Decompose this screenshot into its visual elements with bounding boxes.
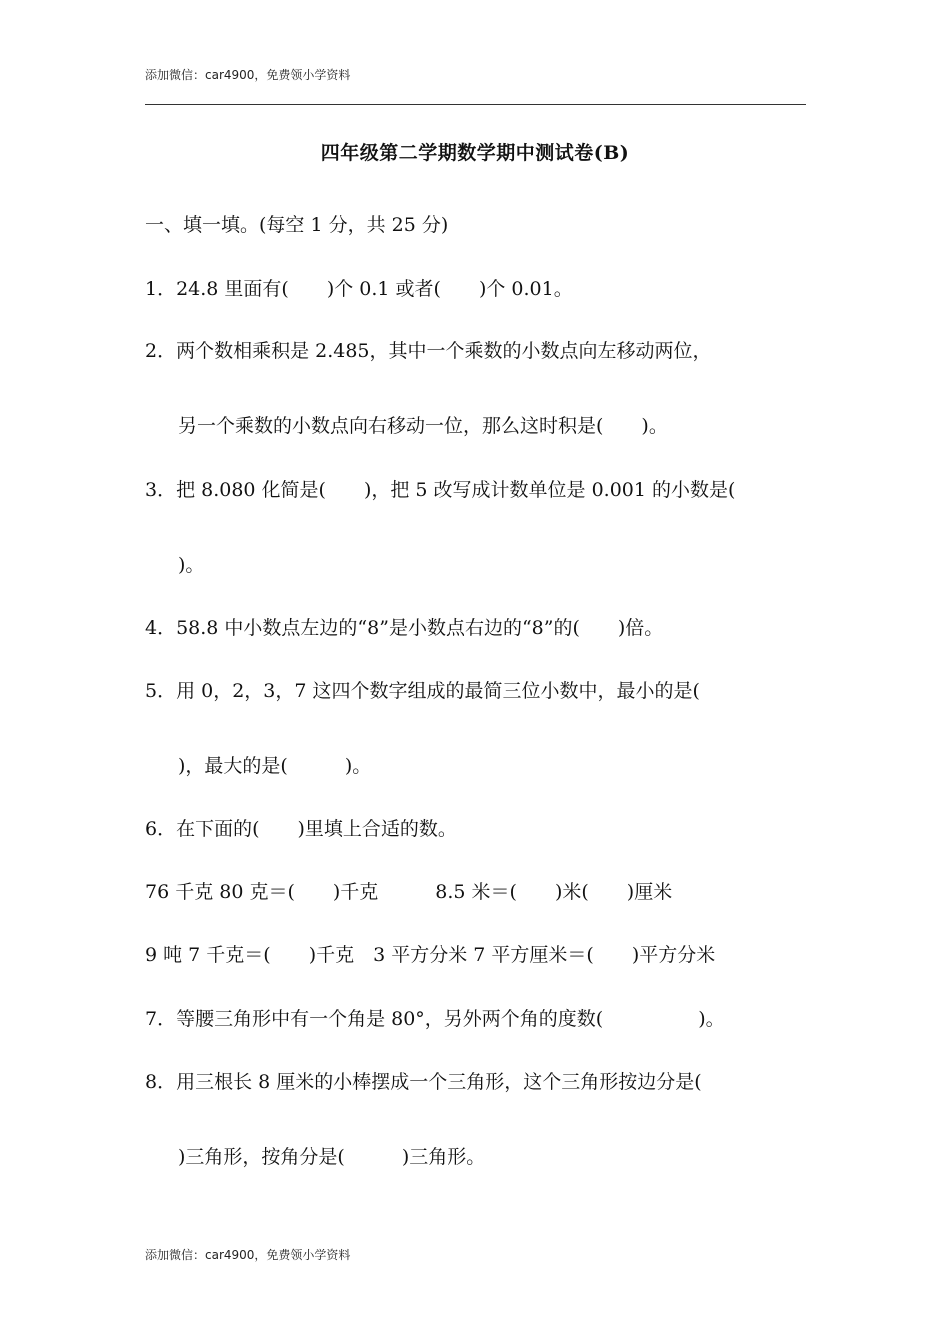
page-footer-note: 添加微信：car4900，免费领小学资料 — [145, 1248, 351, 1262]
question-3-continuation: )。 — [178, 554, 205, 576]
question-4: 4．58.8 中小数点左边的“8”是小数点右边的“8”的( )倍。 — [145, 617, 664, 639]
exam-title: 四年级第二学期数学期中测试卷(B) — [320, 142, 630, 164]
section-heading: 一、填一填。(每空 1 分，共 25 分) — [145, 214, 449, 236]
page-header-note: 添加微信：car4900，免费领小学资料 — [145, 68, 351, 82]
header-divider — [145, 104, 806, 105]
question-8-continuation: )三角形，按角分是( )三角形。 — [178, 1146, 486, 1168]
question-6: 6．在下面的( )里填上合适的数。 — [145, 818, 457, 840]
question-2-continuation: 另一个乘数的小数点向右移动一位，那么这时积是( )。 — [178, 415, 668, 437]
question-5-continuation: )，最大的是( )。 — [178, 755, 372, 777]
question-3: 3．把 8.080 化简是( )，把 5 改写成计数单位是 0.001 的小数是( — [145, 479, 736, 501]
question-6-row-1: 76 千克 80 克＝( )千克 8.5 米＝( )米( )厘米 — [145, 881, 673, 903]
question-5: 5．用 0，2，3，7 这四个数字组成的最简三位小数中，最小的是( — [145, 680, 700, 702]
question-8: 8．用三根长 8 厘米的小棒摆成一个三角形，这个三角形按边分是( — [145, 1071, 702, 1093]
question-1: 1．24.8 里面有( )个 0.1 或者( )个 0.01。 — [145, 278, 573, 300]
question-2: 2．两个数相乘积是 2.485，其中一个乘数的小数点向左移动两位， — [145, 340, 712, 362]
question-6-row-2: 9 吨 7 千克＝( )千克 3 平方分米 7 平方厘米＝( )平方分米 — [145, 944, 716, 966]
question-7: 7．等腰三角形中有一个角是 80°，另外两个角的度数( )。 — [145, 1008, 725, 1030]
